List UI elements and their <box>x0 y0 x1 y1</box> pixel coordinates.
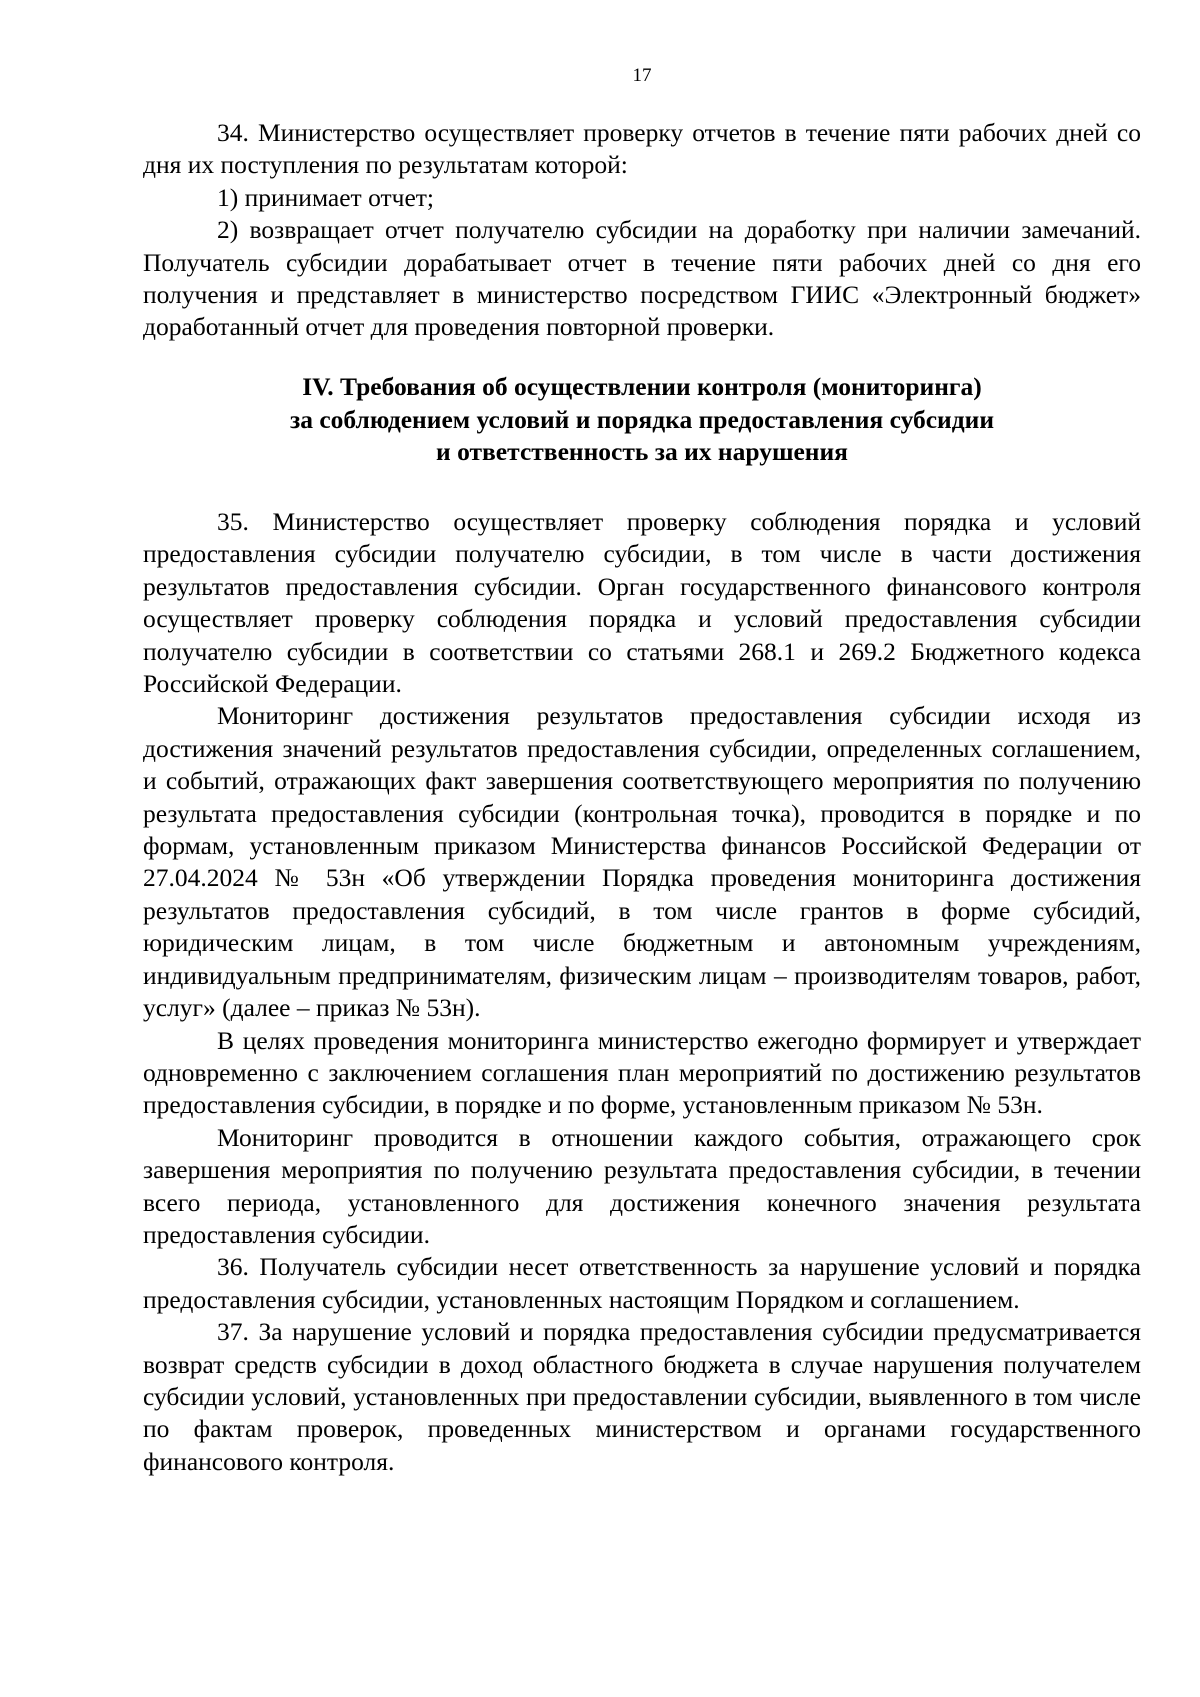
paragraph-35: 35. Министерство осуществляет проверку соблюдения порядка и условий предоставления субсидии получателю субсидии, в том числе в части достижения результатов предоставления субсидии. Орган государственного финансового контроля осуществляет проверку соблюдения порядка и условий предоставления субсидии получателю субсидии в соответствии со статьями 268.1 и 269.2 Бюджетного кодекса Российской Федерации. <box>143 507 1141 699</box>
section-heading-line-2: за соблюдением условий и порядка предоставления субсидии <box>289 404 995 434</box>
paragraph-monitoring-plan: В целях проведения мониторинга министерство ежегодно формирует и утверждает одновременно с заключением соглашения план мероприятий по достижению результатов предоставления субсидии, в порядке и по форме, установленным приказом № 53н. <box>143 1025 1141 1120</box>
text-block-top <box>143 117 1141 344</box>
paragraph-34-item-2: 2) возвращает отчет получателю субсидии на доработку при наличии замечаний. Получатель субсидии дорабатывает отчет в течение пяти рабочих дней со дня его получения и представляет в министерство посредством ГИИС «Электронный бюджет» доработанный отчет для проведения повторной проверки. <box>143 215 1141 342</box>
paragraph-34-item-1: 1) принимает отчет; <box>217 182 434 212</box>
text-block-bottom <box>143 506 1141 1478</box>
section-heading-line-3: и ответственность за их нарушения <box>436 437 848 466</box>
paragraph-monitoring: Мониторинг достижения результатов предоставления субсидии исходя из достижения значений результатов предоставления субсидии, определенных соглашением, и событий, отражающих факт завершения соответствующего мероприятия по получению результата предоставления субсидии (контрольная точка), проводится в порядке и по формам, установленным приказом Министерства финансов Российской Федерации от 27.04.2024 № 53н «Об утверждении Порядка проведения мониторинга достижения результатов предоставления субсидий, в том числе грантов в форме субсидий, юридическим лицам, в том числе бюджетным и автономным учреждениям, индивидуальным предпринимателям, физическим лицам – производителям товаров, работ, услуг» (далее – приказ № 53н). <box>143 701 1141 1023</box>
paragraph-37: 37. За нарушение условий и порядка предоставления субсидии предусматривается возврат средств субсидии в доход областного бюджета в случае нарушения получателем субсидии условий, установленных при предоставлении субсидии, выявленного в том числе по фактам проверок, проведенных министерством и органами государственного финансового контроля. <box>143 1317 1141 1476</box>
paragraph-36: 36. Получатель субсидии несет ответственность за нарушение условий и порядка предоставления субсидии, установленных настоящим Порядком и соглашением. <box>143 1252 1141 1314</box>
page-number: 17 <box>632 65 652 86</box>
paragraph-monitoring-events: Мониторинг проводится в отношении каждого события, отражающего срок завершения мероприятия по получению результата предоставления субсидии, в течении всего периода, установленного для достижения конечного значения результата предоставления субсидии. <box>143 1122 1141 1249</box>
section-heading-line-1: IV. Требования об осуществлении контроля (мониторинга) <box>302 372 982 401</box>
paragraph-34: 34. Министерство осуществляет проверку отчетов в течение пяти рабочих дней со дня их поступления по результатам которой: <box>143 118 1141 180</box>
section-heading <box>143 371 1141 469</box>
